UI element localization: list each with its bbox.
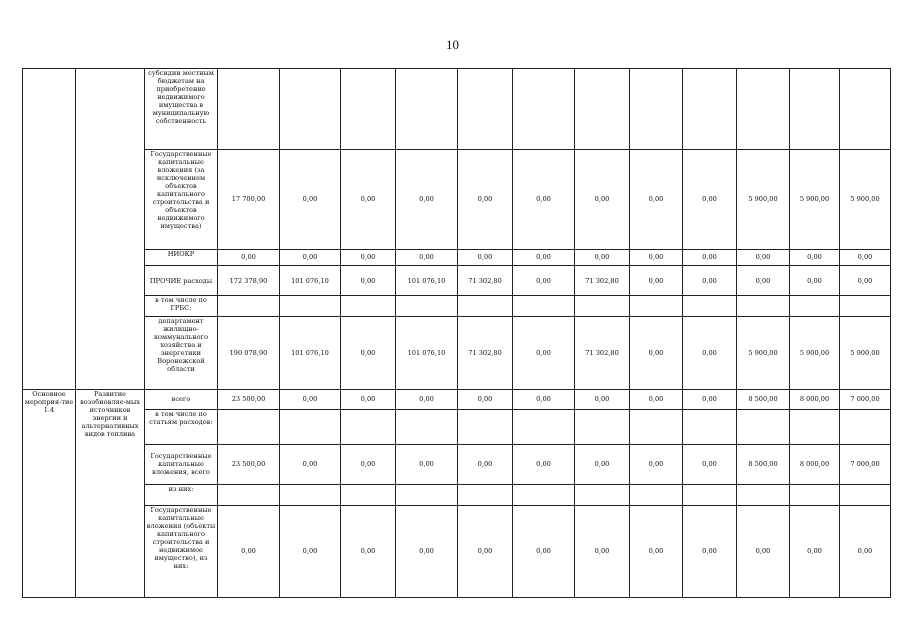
other-expenses-row bbox=[23, 265, 891, 295]
value-cell bbox=[630, 69, 683, 150]
value-cell: 0,00 bbox=[341, 150, 396, 250]
value-cell: 0,00 bbox=[458, 444, 513, 485]
value-cell bbox=[575, 296, 630, 316]
value-cell: 101 076,10 bbox=[396, 265, 458, 295]
value-cell bbox=[396, 485, 458, 505]
value-cell: 0,00 bbox=[737, 265, 790, 295]
value-cell: 0,00 bbox=[790, 505, 840, 597]
value-cell bbox=[280, 69, 341, 150]
value-cell: 0,00 bbox=[280, 389, 341, 409]
value-cell bbox=[458, 410, 513, 445]
value-cell: 71 302,80 bbox=[458, 265, 513, 295]
value-cell: 0,00 bbox=[458, 249, 513, 265]
value-cell bbox=[458, 69, 513, 150]
value-cell bbox=[218, 410, 280, 445]
niokr-row bbox=[23, 249, 891, 265]
row-label: из них: bbox=[145, 485, 218, 505]
value-cell: 0,00 bbox=[575, 150, 630, 250]
value-cell: 0,00 bbox=[458, 505, 513, 597]
value-cell: 0,00 bbox=[840, 505, 891, 597]
value-cell: 0,00 bbox=[630, 389, 683, 409]
value-cell bbox=[683, 296, 737, 316]
value-cell: 5 900,00 bbox=[737, 316, 790, 389]
value-cell bbox=[513, 69, 575, 150]
value-cell: 8 500,00 bbox=[737, 444, 790, 485]
value-cell bbox=[280, 485, 341, 505]
value-cell: 8 500,00 bbox=[737, 389, 790, 409]
value-cell: 172 378,90 bbox=[218, 265, 280, 295]
value-cell: 0,00 bbox=[737, 249, 790, 265]
value-cell bbox=[737, 296, 790, 316]
row-label: НИОКР bbox=[145, 249, 218, 265]
value-cell: 0,00 bbox=[396, 505, 458, 597]
value-cell bbox=[280, 410, 341, 445]
value-cell: 5 900,00 bbox=[840, 150, 891, 250]
value-cell: 0,00 bbox=[630, 150, 683, 250]
value-cell bbox=[458, 296, 513, 316]
value-cell bbox=[840, 485, 891, 505]
value-cell bbox=[341, 485, 396, 505]
value-cell bbox=[630, 410, 683, 445]
value-cell: 0,00 bbox=[341, 444, 396, 485]
value-cell: 101 076,10 bbox=[396, 316, 458, 389]
value-cell: 0,00 bbox=[790, 249, 840, 265]
value-cell bbox=[396, 69, 458, 150]
value-cell bbox=[840, 410, 891, 445]
value-cell bbox=[218, 69, 280, 150]
value-cell bbox=[513, 410, 575, 445]
value-cell: 0,00 bbox=[280, 249, 341, 265]
value-cell: 0,00 bbox=[513, 505, 575, 597]
value-cell: 0,00 bbox=[513, 389, 575, 409]
value-cell: 8 000,00 bbox=[790, 444, 840, 485]
value-cell: 17 700,00 bbox=[218, 150, 280, 250]
value-cell: 0,00 bbox=[683, 389, 737, 409]
value-cell: 0,00 bbox=[396, 249, 458, 265]
row-label: в том числе по ГРБС: bbox=[145, 296, 218, 316]
value-cell: 71 302,80 bbox=[575, 316, 630, 389]
value-cell: 0,00 bbox=[280, 150, 341, 250]
value-cell: 0,00 bbox=[513, 316, 575, 389]
value-cell: 0,00 bbox=[630, 249, 683, 265]
value-cell bbox=[790, 296, 840, 316]
value-cell: 0,00 bbox=[513, 249, 575, 265]
value-cell bbox=[840, 69, 891, 150]
value-cell bbox=[396, 410, 458, 445]
value-cell: 0,00 bbox=[513, 265, 575, 295]
value-cell: 101 076,10 bbox=[280, 265, 341, 295]
value-cell bbox=[218, 485, 280, 505]
value-cell: 0,00 bbox=[458, 389, 513, 409]
value-cell bbox=[280, 296, 341, 316]
value-cell: 0,00 bbox=[575, 249, 630, 265]
value-cell: 23 500,00 bbox=[218, 444, 280, 485]
value-cell bbox=[513, 296, 575, 316]
value-cell: 0,00 bbox=[218, 505, 280, 597]
value-cell: 0,00 bbox=[737, 505, 790, 597]
value-cell: 0,00 bbox=[458, 150, 513, 250]
value-cell: 0,00 bbox=[630, 316, 683, 389]
row-label: всего bbox=[145, 389, 218, 409]
value-cell: 0,00 bbox=[840, 265, 891, 295]
value-cell bbox=[341, 69, 396, 150]
empty-cell bbox=[23, 69, 76, 390]
value-cell bbox=[683, 410, 737, 445]
measure-title: Развитие возобновляе-мых источников энергии и альтернативных видов топлива bbox=[76, 389, 145, 597]
capital-total-row bbox=[23, 444, 891, 485]
value-cell: 0,00 bbox=[683, 150, 737, 250]
value-cell bbox=[630, 485, 683, 505]
value-cell: 101 076,10 bbox=[280, 316, 341, 389]
row-label: субсидии местным бюджетам на приобретение недвижимого имущества в муниципальную собственность bbox=[145, 69, 218, 150]
value-cell: 0,00 bbox=[683, 265, 737, 295]
value-cell: 0,00 bbox=[396, 150, 458, 250]
value-cell bbox=[737, 485, 790, 505]
value-cell bbox=[790, 410, 840, 445]
value-cell: 0,00 bbox=[575, 505, 630, 597]
value-cell: 23 500,00 bbox=[218, 389, 280, 409]
value-cell bbox=[737, 69, 790, 150]
row-label: Государственные капитальные вложения (объекты капитального строительства и недвижимое имущество), из них: bbox=[145, 505, 218, 597]
value-cell bbox=[341, 410, 396, 445]
value-cell bbox=[630, 296, 683, 316]
value-cell: 0,00 bbox=[341, 249, 396, 265]
value-cell: 0,00 bbox=[840, 249, 891, 265]
value-cell: 0,00 bbox=[341, 505, 396, 597]
value-cell: 0,00 bbox=[575, 389, 630, 409]
value-cell bbox=[575, 410, 630, 445]
budget-table bbox=[22, 68, 891, 598]
value-cell: 0,00 bbox=[575, 444, 630, 485]
capital-objects-row bbox=[23, 505, 891, 597]
value-cell: 0,00 bbox=[513, 150, 575, 250]
of-them-row bbox=[23, 485, 891, 505]
value-cell bbox=[575, 485, 630, 505]
value-cell: 0,00 bbox=[280, 444, 341, 485]
value-cell bbox=[790, 485, 840, 505]
value-cell bbox=[218, 296, 280, 316]
empty-cell bbox=[76, 69, 145, 390]
value-cell: 0,00 bbox=[683, 249, 737, 265]
row-label: Государственные капитальные вложения, всего bbox=[145, 444, 218, 485]
value-cell bbox=[840, 296, 891, 316]
value-cell: 0,00 bbox=[396, 444, 458, 485]
measure-label: Основное мероприя-тие 1.4 bbox=[23, 389, 76, 597]
total-row bbox=[23, 389, 891, 409]
value-cell bbox=[683, 485, 737, 505]
value-cell: 0,00 bbox=[683, 505, 737, 597]
row-label: Государственные капитальные вложения (за исключением объектов капитального строительства и объектов недвижимого имущества) bbox=[145, 150, 218, 250]
value-cell bbox=[683, 69, 737, 150]
value-cell bbox=[790, 69, 840, 150]
value-cell: 0,00 bbox=[630, 265, 683, 295]
value-cell: 7 000,00 bbox=[840, 444, 891, 485]
department-row bbox=[23, 316, 891, 389]
value-cell bbox=[396, 296, 458, 316]
value-cell: 0,00 bbox=[683, 316, 737, 389]
value-cell bbox=[341, 296, 396, 316]
including-grbs-row bbox=[23, 296, 891, 316]
row-label: департамент жилищно-коммунального хозяйства и энергетики Воронежской области bbox=[145, 316, 218, 389]
subsidies-row bbox=[23, 69, 891, 150]
value-cell: 0,00 bbox=[683, 444, 737, 485]
value-cell: 7 000,00 bbox=[840, 389, 891, 409]
capital-investments-row bbox=[23, 150, 891, 250]
value-cell: 0,00 bbox=[513, 444, 575, 485]
value-cell: 0,00 bbox=[341, 265, 396, 295]
value-cell: 0,00 bbox=[341, 316, 396, 389]
value-cell: 0,00 bbox=[790, 265, 840, 295]
row-label: в том числе по статьям расходов: bbox=[145, 410, 218, 445]
value-cell bbox=[737, 410, 790, 445]
value-cell: 0,00 bbox=[280, 505, 341, 597]
value-cell: 0,00 bbox=[341, 389, 396, 409]
row-label: ПРОЧИЕ расходы bbox=[145, 265, 218, 295]
page-number: 10 bbox=[446, 37, 459, 52]
value-cell bbox=[575, 69, 630, 150]
value-cell: 71 302,80 bbox=[575, 265, 630, 295]
value-cell: 8 000,00 bbox=[790, 389, 840, 409]
value-cell bbox=[513, 485, 575, 505]
value-cell: 71 302,80 bbox=[458, 316, 513, 389]
value-cell: 0,00 bbox=[396, 389, 458, 409]
value-cell: 0,00 bbox=[218, 249, 280, 265]
including-items-row bbox=[23, 410, 891, 445]
value-cell: 0,00 bbox=[630, 444, 683, 485]
value-cell: 5 900,00 bbox=[790, 316, 840, 389]
value-cell bbox=[458, 485, 513, 505]
value-cell: 190 078,90 bbox=[218, 316, 280, 389]
value-cell: 5 900,00 bbox=[737, 150, 790, 250]
value-cell: 5 900,00 bbox=[790, 150, 840, 250]
value-cell: 0,00 bbox=[630, 505, 683, 597]
value-cell: 5 900,00 bbox=[840, 316, 891, 389]
